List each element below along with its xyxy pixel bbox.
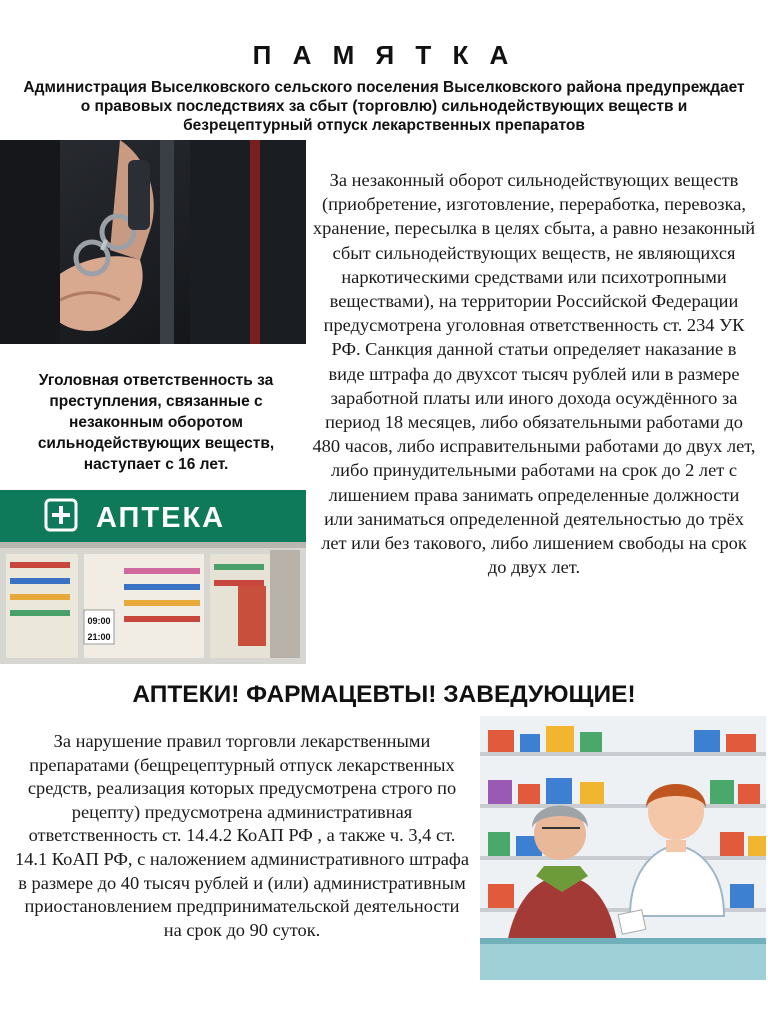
- page-subtitle: Администрация Выселковского сельского поселения Выселковского района предупреждает о правовых последствиях за сбыт (торговлю) сильнодействующих веществ и безрецептурный отпуск лекарственных препаратов: [23, 79, 745, 134]
- administrative-liability-text: За нарушение правил торговли лекарственными препаратами (бещрецептурный отпуск лекарственных средств, реализация которых предусмотрена строго по рецепту) предусмотрена административная ответственность ст. 14.4.2 КоАП РФ , а также ч. 3,4 ст. 14.1 КоАП РФ, с наложением административного штрафа в размере до 40 тысяч рублей и (или) административным приостановлением предпринимательской деятельности на срок до 90 суток.: [15, 731, 469, 940]
- criminal-liability-text: За незаконный оборот сильнодействующих веществ (приобретение, изготовление, переработка, перевозка, хранение, пересылка в целях сбыта, а равно незаконный сбыт сильнодействующих веществ, не являющихся наркотическими средствами или психотропными веществами), на территории Российской Федерации предусмотрена уголовная ответственность ст. 234 УК РФ. Санкция данной статьи определяет наказание в виде штрафа до двухсот тысяч рублей или в размере заработной платы или иного дохода осуждённого за период 18 месяцев, либо обязательными работами до 480 часов, либо исправительными работами до двух лет, либо принудительными работами на срок до 2 лет с лишением права занимать определенные должности или заниматься определенной деятельностью до трёх лет или без такового, либо лишением свободы на срок до двух лет.: [312, 170, 756, 578]
- pharmacy-hours-open: 09:00: [87, 616, 111, 626]
- section-heading: АПТЕКИ! ФАРМАЦЕВТЫ! ЗАВЕДУЮЩИЕ!: [132, 681, 636, 708]
- age-responsibility-note: Уголовная ответственность за преступления, связанные с незаконным оборотом сильнодействующих веществ, наступает с 16 лет.: [37, 372, 275, 473]
- pharmacy-sign-label: АПТЕКА: [96, 502, 226, 534]
- page-title: П А М Я Т К А: [252, 40, 516, 70]
- pharmacist-illustration: [480, 716, 766, 980]
- pharmacy-hours-close: 21:00: [87, 632, 111, 642]
- handcuffs-photo: [0, 140, 306, 344]
- pharmacy-photo: [0, 490, 306, 664]
